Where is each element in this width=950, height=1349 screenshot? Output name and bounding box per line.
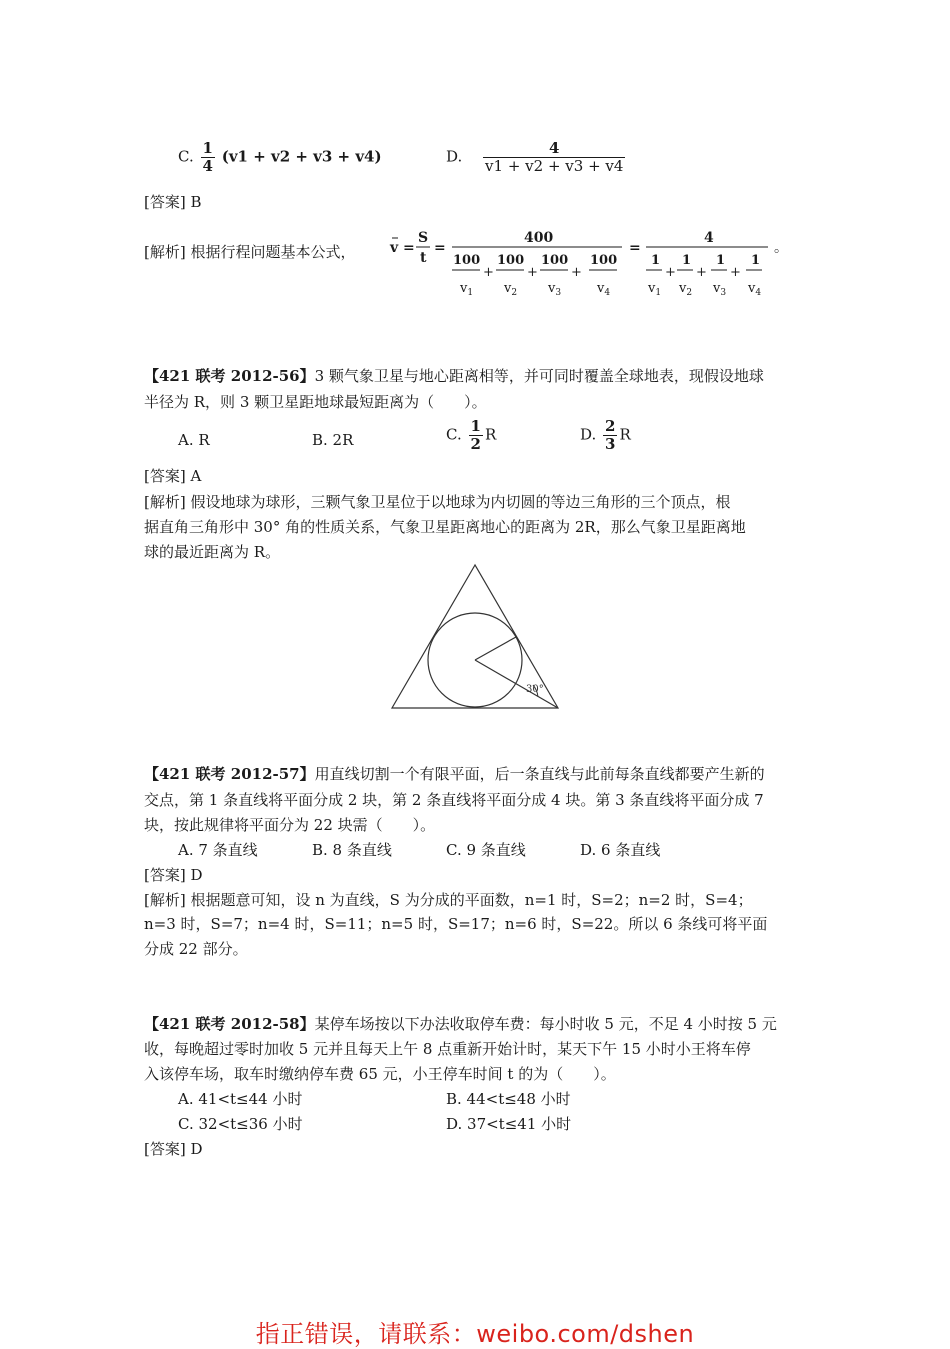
question-header: 【421 联考 2012-57】 — [144, 765, 315, 783]
svg-text:+: + — [665, 265, 676, 280]
q57-question-line1: 【421 联考 2012-57】用直线切割一个有限平面，后一条直线与此前每条直线都要产生新的 — [144, 765, 765, 783]
q57-option-d: D. 6 条直线 — [580, 841, 661, 859]
svg-text:100: 100 — [453, 253, 481, 268]
q56-analysis-line1: [解析] 假设地球为球形，三颗气象卫星位于以地球为内切圆的等边三角形的三个顶点，根 — [144, 493, 731, 511]
q55-option-d — [446, 140, 627, 175]
q58-question-line1: 【421 联考 2012-58】某停车场按以下办法收取停车费：每小时收 5 元，不足 4 小时按 5 元 — [144, 1015, 777, 1033]
footer-contact-link[interactable]: 指正错误，请联系：weibo.com/dshen — [255, 1320, 695, 1348]
fraction: $\frac{4}{v1 + v2 + v3 + v4}$ — [485, 139, 624, 175]
option-expression: (v1 + v2 + v3 + v4) — [221, 147, 382, 166]
svg-text:1: 1 — [716, 253, 726, 268]
center-to-vertex-line — [475, 660, 558, 708]
svg-text:v4: $v_4$ — [597, 281, 611, 298]
svg-text:+: + — [571, 265, 582, 280]
angle-label: 30° — [526, 684, 544, 695]
q58-question-line3: 入该停车场，取车时缴纳停车费 65 元，小王停车时间 t 的为（ ）。 — [144, 1065, 616, 1083]
svg-text:100: 100 — [590, 253, 618, 268]
fraction: $\frac{1}{2}$ — [470, 417, 481, 453]
fraction: $\frac{2}{3}$ — [605, 417, 616, 453]
svg-text:1: 1 — [651, 253, 661, 268]
svg-text:+: + — [483, 265, 494, 280]
formula-400: 400 — [524, 230, 554, 246]
option-label: D. — [446, 147, 463, 166]
q56-answer: [答案] A — [144, 467, 202, 485]
svg-text:。: 。 — [774, 240, 788, 256]
svg-text:=: = — [629, 240, 641, 256]
svg-text:v4: $v_4$ — [748, 281, 762, 298]
svg-text:100: 100 — [497, 253, 525, 268]
q56-option-b: B. 2R — [312, 431, 354, 449]
q58-option-b: B. 44<t≤48 小时 — [446, 1090, 571, 1108]
q56-option-d: D. $\frac{2}{3}$ R — [580, 417, 631, 453]
svg-text:1: 1 — [682, 253, 692, 268]
q58-option-d: D. 37<t≤41 小时 — [446, 1115, 572, 1133]
q57-option-b: B. 8 条直线 — [312, 841, 392, 859]
speed-formula — [386, 228, 786, 300]
svg-text:v2: $v_2$ — [504, 281, 518, 298]
svg-text:v3: $v_3$ — [713, 281, 727, 298]
radius-line — [475, 637, 516, 660]
svg-text:=: = — [434, 240, 446, 256]
q58-option-a: A. 41<t≤44 小时 — [178, 1090, 303, 1108]
svg-text:v2: $v_2$ — [679, 281, 693, 298]
triangle-incircle-figure — [388, 562, 564, 714]
q57-analysis-line3: 分成 22 部分。 — [144, 940, 248, 958]
fraction: $\frac{1}{4}$ — [202, 139, 213, 175]
q57-analysis-line1: [解析] 根据题意可知，设 n 为直线，S 为分成的平面数，n=1 时，S=2；n=2 时，S=4； — [144, 891, 753, 909]
q57-answer: [答案] D — [144, 866, 203, 884]
q56-option-a: A. R — [178, 431, 210, 449]
svg-text:+: + — [730, 265, 741, 280]
q58-option-c: C. 32<t≤36 小时 — [178, 1115, 303, 1133]
q57-option-c: C. 9 条直线 — [446, 841, 526, 859]
option-label: C. — [178, 147, 194, 166]
q57-analysis-line2: n=3 时，S=7；n=4 时，S=11；n=5 时，S=17；n=6 时，S=22。所以 6 条线可将平面 — [144, 915, 768, 933]
q55-option-c — [178, 140, 382, 175]
q56-option-c: C. $\frac{1}{2}$ R — [446, 417, 497, 453]
q58-answer: [答案] D — [144, 1140, 203, 1158]
analysis-text: [解析] 根据行程问题基本公式， — [144, 243, 356, 261]
svg-text:100: 100 — [541, 253, 569, 268]
q55-analysis — [144, 232, 814, 302]
q57-question-line2: 交点，第 1 条直线将平面分成 2 块，第 2 条直线将平面分成 4 块。第 3 条直线将平面分成 7 — [144, 791, 764, 809]
question-header: 【421 联考 2012-58】 — [144, 1015, 315, 1033]
svg-text:v1: $v_1$ — [648, 281, 662, 298]
q56-analysis-line2: 据直角三角形中 30° 角的性质关系，气象卫星距离地心的距离为 2R，那么气象卫星距离地 — [144, 518, 746, 536]
svg-text:+: + — [696, 265, 707, 280]
svg-text:=: = — [403, 240, 415, 256]
svg-text:v3: $v_3$ — [548, 281, 562, 298]
formula-t: t — [420, 250, 427, 266]
q57-option-a: A. 7 条直线 — [178, 841, 258, 859]
question-header: 【421 联考 2012-56】 — [144, 367, 315, 385]
svg-text:1: 1 — [751, 253, 761, 268]
svg-text:+: + — [527, 265, 538, 280]
formula-vbar: v — [390, 240, 399, 256]
svg-text:v1: $v_1$ — [460, 281, 474, 298]
formula-s: S — [418, 230, 429, 246]
q56-question-line2: 半径为 R，则 3 颗卫星距地球最短距离为（ ）。 — [144, 393, 487, 411]
q57-question-line3: 块，按此规律将平面分为 22 块需（ ）。 — [144, 816, 436, 834]
formula-4: 4 — [704, 230, 714, 246]
q56-question-line1: 【421 联考 2012-56】3 颗气象卫星与地心距离相等，并可同时覆盖全球地表，现假设地球 — [144, 367, 764, 385]
q58-question-line2: 收，每晚超过零时加收 5 元并且每天上午 8 点重新开始计时，某天下午 15 小时小王将车停 — [144, 1040, 751, 1058]
q55-answer: [答案] B — [144, 193, 202, 211]
q56-analysis-line3: 球的最近距离为 R。 — [144, 543, 281, 561]
